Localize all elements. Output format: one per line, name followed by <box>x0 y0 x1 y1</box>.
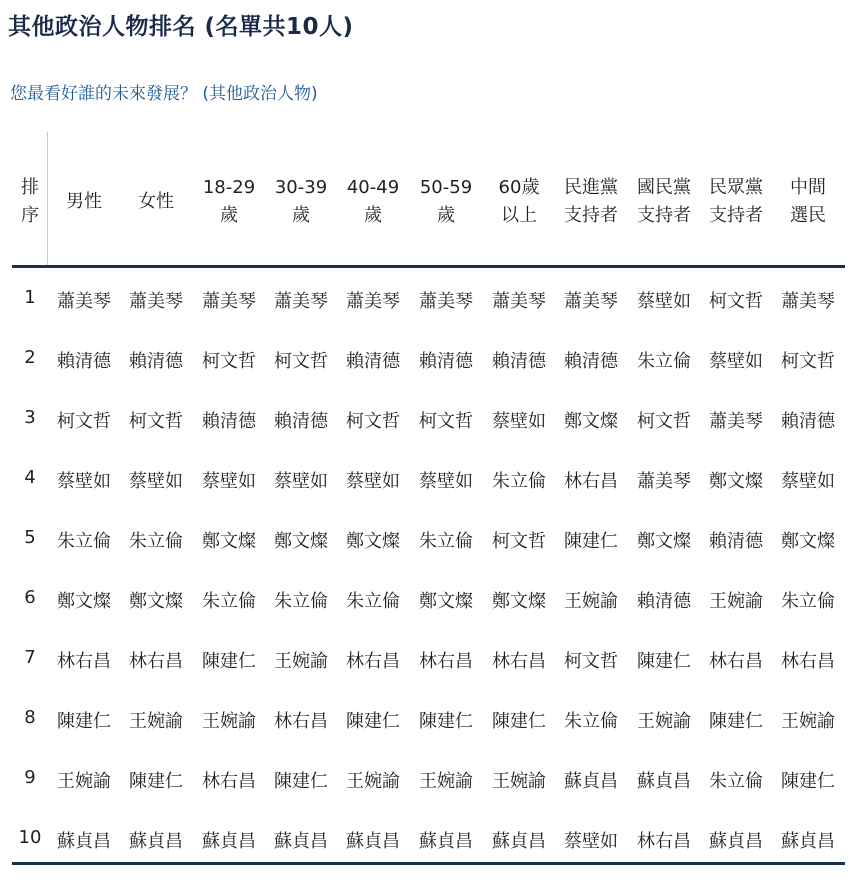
name-cell: 林右昌 <box>637 831 691 852</box>
rank-cell: 1 <box>24 287 36 308</box>
name-cell: 蔡壁如 <box>564 831 618 852</box>
name-cell: 蕭美琴 <box>709 411 763 432</box>
header-rule <box>12 265 845 268</box>
name-cell: 朱立倫 <box>709 771 763 792</box>
column-header: 50-59 歲 <box>419 177 473 226</box>
name-cell: 蕭美琴 <box>419 291 473 312</box>
name-cell: 林右昌 <box>346 651 400 672</box>
name-cell: 賴清德 <box>564 351 618 372</box>
name-cell: 柯文哲 <box>564 651 618 672</box>
name-cell: 蔡壁如 <box>129 471 183 492</box>
column-header: 18-29 歲 <box>202 177 256 226</box>
name-cell: 鄭文燦 <box>492 591 546 612</box>
name-cell: 蘇貞昌 <box>57 831 111 852</box>
name-cell: 柯文哲 <box>492 531 546 552</box>
name-cell: 賴清德 <box>709 531 763 552</box>
name-cell: 朱立倫 <box>202 591 256 612</box>
name-cell: 蘇貞昌 <box>564 771 618 792</box>
name-cell: 王婉諭 <box>129 711 183 732</box>
column-header: 民眾黨 支持者 <box>709 177 763 226</box>
rank-cell: 4 <box>24 467 36 488</box>
name-cell: 林右昌 <box>781 651 835 672</box>
name-cell: 賴清德 <box>202 411 256 432</box>
name-cell: 柯文哲 <box>129 411 183 432</box>
column-header: 國民黨 支持者 <box>637 177 691 226</box>
column-header: 民進黨 支持者 <box>564 177 618 226</box>
name-cell: 蕭美琴 <box>781 291 835 312</box>
rank-cell: 9 <box>24 767 36 788</box>
name-cell: 賴清德 <box>346 351 400 372</box>
name-cell: 賴清德 <box>129 351 183 372</box>
name-cell: 柯文哲 <box>57 411 111 432</box>
name-cell: 鄭文燦 <box>346 531 400 552</box>
name-cell: 蔡壁如 <box>419 471 473 492</box>
name-cell: 陳建仁 <box>202 651 256 672</box>
name-cell: 鄭文燦 <box>274 531 328 552</box>
name-cell: 陳建仁 <box>564 531 618 552</box>
column-header: 女性 <box>138 191 174 212</box>
name-cell: 王婉諭 <box>564 591 618 612</box>
name-cell: 蘇貞昌 <box>346 831 400 852</box>
rank-cell: 5 <box>24 527 36 548</box>
rank-cell: 7 <box>24 647 36 668</box>
name-cell: 朱立倫 <box>346 591 400 612</box>
name-cell: 柯文哲 <box>781 351 835 372</box>
name-cell: 王婉諭 <box>492 771 546 792</box>
name-cell: 蔡壁如 <box>709 351 763 372</box>
name-cell: 蔡壁如 <box>57 471 111 492</box>
name-cell: 蘇貞昌 <box>202 831 256 852</box>
name-cell: 王婉諭 <box>202 711 256 732</box>
name-cell: 朱立倫 <box>637 351 691 372</box>
name-cell: 朱立倫 <box>564 711 618 732</box>
name-cell: 陳建仁 <box>709 711 763 732</box>
page-title: 其他政治人物排名 (名單共10人) <box>8 14 354 40</box>
name-cell: 王婉諭 <box>781 711 835 732</box>
column-header: 60歲 以上 <box>498 177 540 226</box>
name-cell: 柯文哲 <box>637 411 691 432</box>
name-cell: 王婉諭 <box>709 591 763 612</box>
name-cell: 賴清德 <box>57 351 111 372</box>
name-cell: 王婉諭 <box>274 651 328 672</box>
name-cell: 陳建仁 <box>781 771 835 792</box>
name-cell: 王婉諭 <box>57 771 111 792</box>
name-cell: 賴清德 <box>274 411 328 432</box>
footer-rule <box>12 862 845 865</box>
name-cell: 王婉諭 <box>346 771 400 792</box>
name-cell: 陳建仁 <box>419 711 473 732</box>
name-cell: 蘇貞昌 <box>492 831 546 852</box>
name-cell: 蘇貞昌 <box>419 831 473 852</box>
name-cell: 鄭文燦 <box>129 591 183 612</box>
name-cell: 陳建仁 <box>492 711 546 732</box>
name-cell: 蔡壁如 <box>492 411 546 432</box>
name-cell: 陳建仁 <box>346 711 400 732</box>
name-cell: 鄭文燦 <box>781 531 835 552</box>
column-header: 40-49 歲 <box>346 177 400 226</box>
name-cell: 鄭文燦 <box>709 471 763 492</box>
name-cell: 朱立倫 <box>781 591 835 612</box>
name-cell: 蘇貞昌 <box>637 771 691 792</box>
rank-cell: 8 <box>24 707 36 728</box>
name-cell: 蕭美琴 <box>274 291 328 312</box>
name-cell: 林右昌 <box>129 651 183 672</box>
name-cell: 蘇貞昌 <box>709 831 763 852</box>
name-cell: 蘇貞昌 <box>781 831 835 852</box>
name-cell: 陳建仁 <box>57 711 111 732</box>
name-cell: 王婉諭 <box>637 711 691 732</box>
name-cell: 賴清德 <box>419 351 473 372</box>
rank-cell: 3 <box>24 407 36 428</box>
column-header-rank: 排 序 <box>21 177 39 226</box>
name-cell: 柯文哲 <box>202 351 256 372</box>
name-cell: 蕭美琴 <box>202 291 256 312</box>
name-cell: 鄭文燦 <box>419 591 473 612</box>
name-cell: 朱立倫 <box>57 531 111 552</box>
name-cell: 王婉諭 <box>419 771 473 792</box>
name-cell: 鄭文燦 <box>57 591 111 612</box>
rank-cell: 2 <box>24 347 36 368</box>
name-cell: 蘇貞昌 <box>129 831 183 852</box>
name-cell: 蘇貞昌 <box>274 831 328 852</box>
name-cell: 蕭美琴 <box>129 291 183 312</box>
name-cell: 柯文哲 <box>346 411 400 432</box>
name-cell: 蔡壁如 <box>637 291 691 312</box>
name-cell: 柯文哲 <box>419 411 473 432</box>
rank-cell: 10 <box>18 827 42 848</box>
name-cell: 蕭美琴 <box>57 291 111 312</box>
name-cell: 蕭美琴 <box>346 291 400 312</box>
name-cell: 蔡壁如 <box>346 471 400 492</box>
name-cell: 蔡壁如 <box>781 471 835 492</box>
name-cell: 柯文哲 <box>274 351 328 372</box>
name-cell: 陳建仁 <box>129 771 183 792</box>
name-cell: 柯文哲 <box>709 291 763 312</box>
name-cell: 賴清德 <box>637 591 691 612</box>
rank-cell: 6 <box>24 587 36 608</box>
name-cell: 林右昌 <box>419 651 473 672</box>
name-cell: 林右昌 <box>709 651 763 672</box>
column-header: 中間 選民 <box>790 177 826 226</box>
name-cell: 鄭文燦 <box>564 411 618 432</box>
name-cell: 林右昌 <box>564 471 618 492</box>
name-cell: 朱立倫 <box>492 471 546 492</box>
name-cell: 朱立倫 <box>129 531 183 552</box>
name-cell: 陳建仁 <box>274 771 328 792</box>
name-cell: 蕭美琴 <box>564 291 618 312</box>
name-cell: 鄭文燦 <box>637 531 691 552</box>
name-cell: 蔡壁如 <box>274 471 328 492</box>
name-cell: 林右昌 <box>57 651 111 672</box>
name-cell: 林右昌 <box>492 651 546 672</box>
table-caption: 您最看好誰的未來發展？ (其他政治人物) <box>10 84 318 104</box>
name-cell: 林右昌 <box>274 711 328 732</box>
name-cell: 賴清德 <box>781 411 835 432</box>
column-header: 男性 <box>66 191 102 212</box>
name-cell: 蕭美琴 <box>492 291 546 312</box>
name-cell: 朱立倫 <box>274 591 328 612</box>
name-cell: 林右昌 <box>202 771 256 792</box>
name-cell: 陳建仁 <box>637 651 691 672</box>
name-cell: 賴清德 <box>492 351 546 372</box>
name-cell: 鄭文燦 <box>202 531 256 552</box>
name-cell: 蕭美琴 <box>637 471 691 492</box>
name-cell: 朱立倫 <box>419 531 473 552</box>
column-header: 30-39 歲 <box>274 177 328 226</box>
name-cell: 蔡壁如 <box>202 471 256 492</box>
